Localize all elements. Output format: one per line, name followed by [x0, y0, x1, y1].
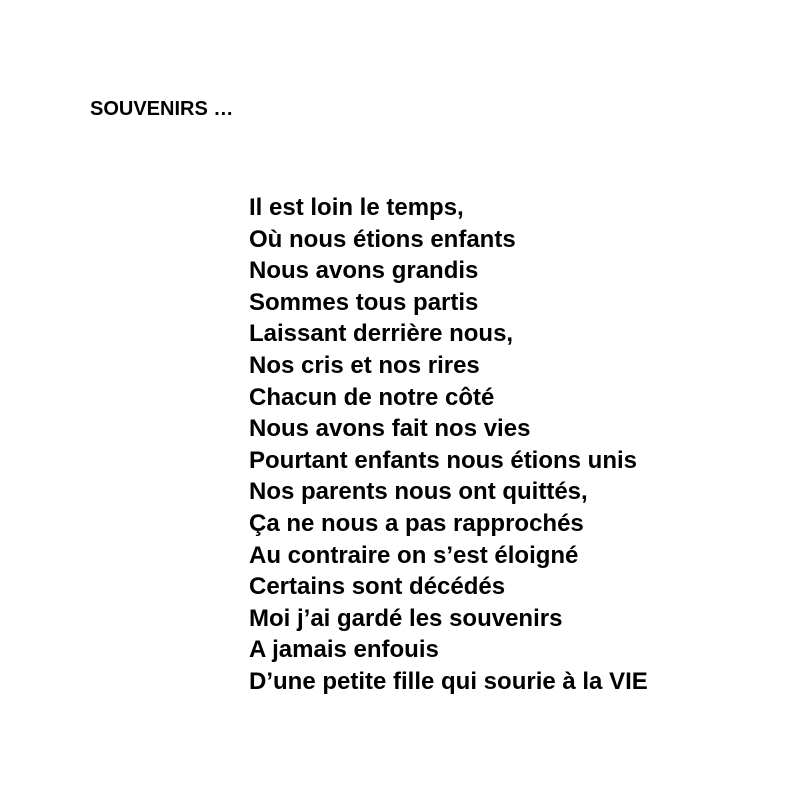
poem-line: Chacun de notre côté	[249, 383, 495, 411]
poem-line: Sommes tous partis	[249, 288, 479, 316]
poem-line: A jamais enfouis	[249, 636, 439, 664]
poem-line: D’une petite fille qui sourie à la VIE	[249, 667, 648, 695]
poem-title: SOUVENIRS …	[90, 98, 234, 120]
poem-line: Nos cris et nos rires	[249, 351, 480, 379]
poem-line: Où nous étions enfants	[249, 225, 516, 253]
poem-line: Nos parents nous ont quittés,	[249, 478, 588, 506]
poem-line: Moi j’ai gardé les souvenirs	[249, 604, 563, 632]
poem-line: Laissant derrière nous,	[249, 320, 514, 348]
poem-line: Nous avons fait nos vies	[249, 415, 531, 443]
poem-line: Il est loin le temps,	[249, 194, 464, 221]
poem-body	[249, 192, 648, 698]
poem-line: Pourtant enfants nous étions unis	[249, 446, 638, 474]
poem-line: Ça ne nous a pas rapprochés	[249, 509, 584, 537]
poem-line: Certains sont décédés	[249, 573, 506, 601]
poem-line: Au contraire on s’est éloigné	[249, 541, 579, 569]
poem-line: Nous avons grandis	[249, 257, 479, 285]
